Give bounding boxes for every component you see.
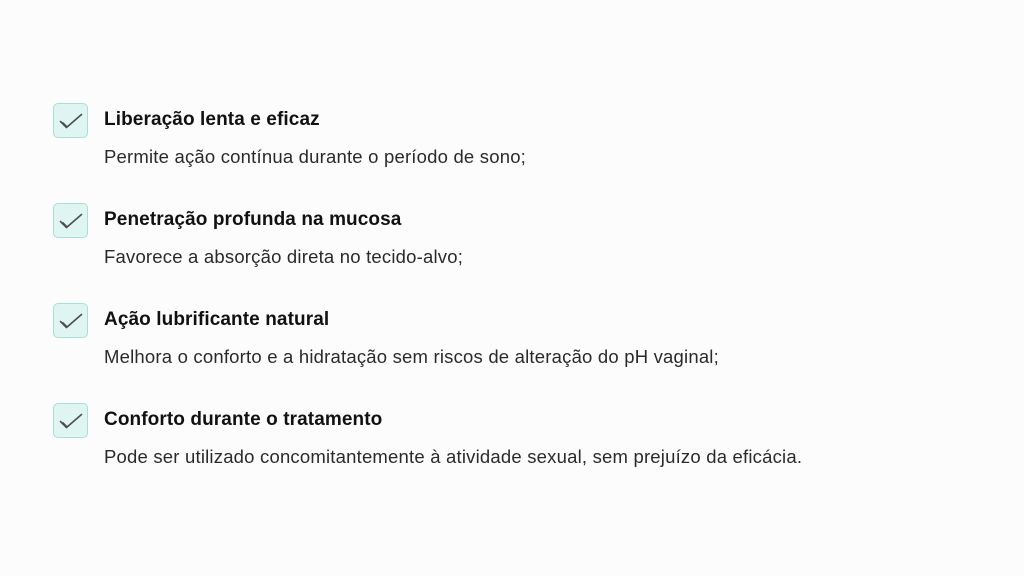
- check-icon: [53, 203, 88, 238]
- checkmark-graphic: [59, 413, 83, 429]
- item-description: Pode ser utilizado concomitantemente à atividade sexual, sem prejuízo da eficácia.: [104, 446, 803, 467]
- check-icon: [53, 403, 88, 438]
- list-item: [53, 103, 993, 203]
- item-title: Liberação lenta e eficaz: [104, 109, 320, 130]
- checkmark-graphic: [59, 313, 83, 329]
- item-title: Ação lubrificante natural: [104, 309, 330, 330]
- item-text: [104, 203, 463, 268]
- item-title: Penetração profunda na mucosa: [104, 209, 402, 230]
- item-text: [104, 103, 526, 168]
- checkmark-graphic: [59, 113, 83, 129]
- item-description: Melhora o conforto e a hidratação sem riscos de alteração do pH vaginal;: [104, 346, 719, 367]
- list-item: [53, 403, 993, 503]
- list-item: [53, 203, 993, 303]
- checkmark-graphic: [59, 213, 83, 229]
- item-text: [104, 303, 719, 368]
- item-description: Favorece a absorção direta no tecido-alvo;: [104, 246, 464, 267]
- list-item: [53, 303, 993, 403]
- item-description: Permite ação contínua durante o período de sono;: [104, 146, 527, 167]
- item-text: [104, 403, 802, 468]
- item-title: Conforto durante o tratamento: [104, 409, 383, 430]
- benefits-list: [53, 103, 993, 503]
- check-icon: [53, 303, 88, 338]
- check-icon: [53, 103, 88, 138]
